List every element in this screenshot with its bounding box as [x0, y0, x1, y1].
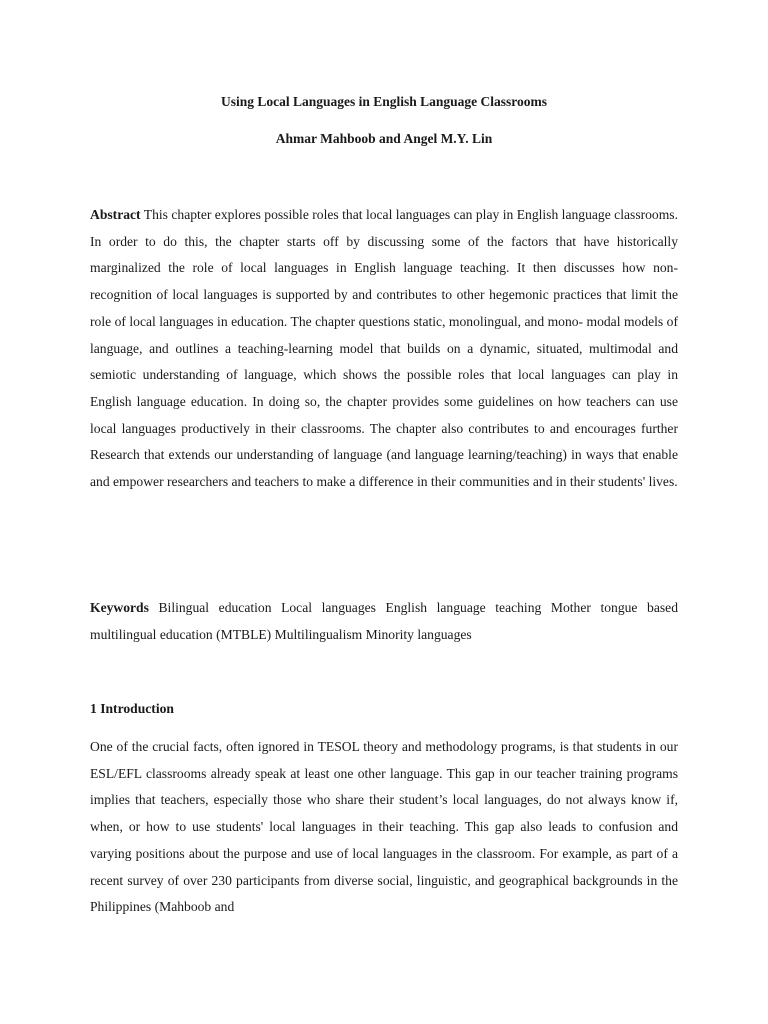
keywords-paragraph: [90, 595, 678, 648]
paper-authors: Ahmar Mahboob and Angel M.Y. Lin: [275, 131, 493, 146]
abstract-label: Abstract: [90, 207, 141, 222]
keywords-text: Bilingual education Local languages English language teaching Mother tongue based multilingual education (MTBLE) Multilingualism Minority languages: [90, 600, 678, 642]
introduction-paragraph: One of the crucial facts, often ignored in TESOL theory and methodology programs, is that students in our ESL/EFL classrooms already speak at least one other language. This gap in our teacher training programs implies that teachers, especially those who share their student’s local languages, do not always know if, when, or how to use students' local languages in their teaching. This gap also leads to confusion and varying positions about the purpose and use of local languages in the classroom. For example, as part of a recent survey of over 230 participants from diverse social, linguistic, and geographical backgrounds in the Philippines (Mahboob and: [90, 739, 678, 915]
keywords-label: Keywords: [90, 600, 149, 615]
abstract-paragraph: [90, 202, 678, 496]
abstract-text: This chapter explores possible roles that local languages can play in English language classrooms. In order to do this, the chapter starts off by discussing some of the factors that have historically marginalized the role of local languages in English language teaching. It then discusses how non-recognition of local languages is supported by and contributes to other hegemonic practices that limit the role of local languages in education. The chapter questions static, monolingual, and mono- modal models of language, and outlines a teaching-learning model that builds on a dynamic, situated, multimodal and semiotic understanding of language, which shows the possible roles that local languages can play in English language education. In doing so, the chapter provides some guidelines on how teachers can use local languages productively in their classrooms. The chapter also contributes to and encourages further Research that extends our understanding of language (and language learning/teaching) in ways that enable and empower researchers and teachers to make a difference in their communities and in their students' lives.: [90, 207, 678, 490]
section-heading-introduction: 1 Introduction: [90, 701, 174, 716]
paper-title: Using Local Languages in English Language Classrooms: [220, 94, 548, 109]
